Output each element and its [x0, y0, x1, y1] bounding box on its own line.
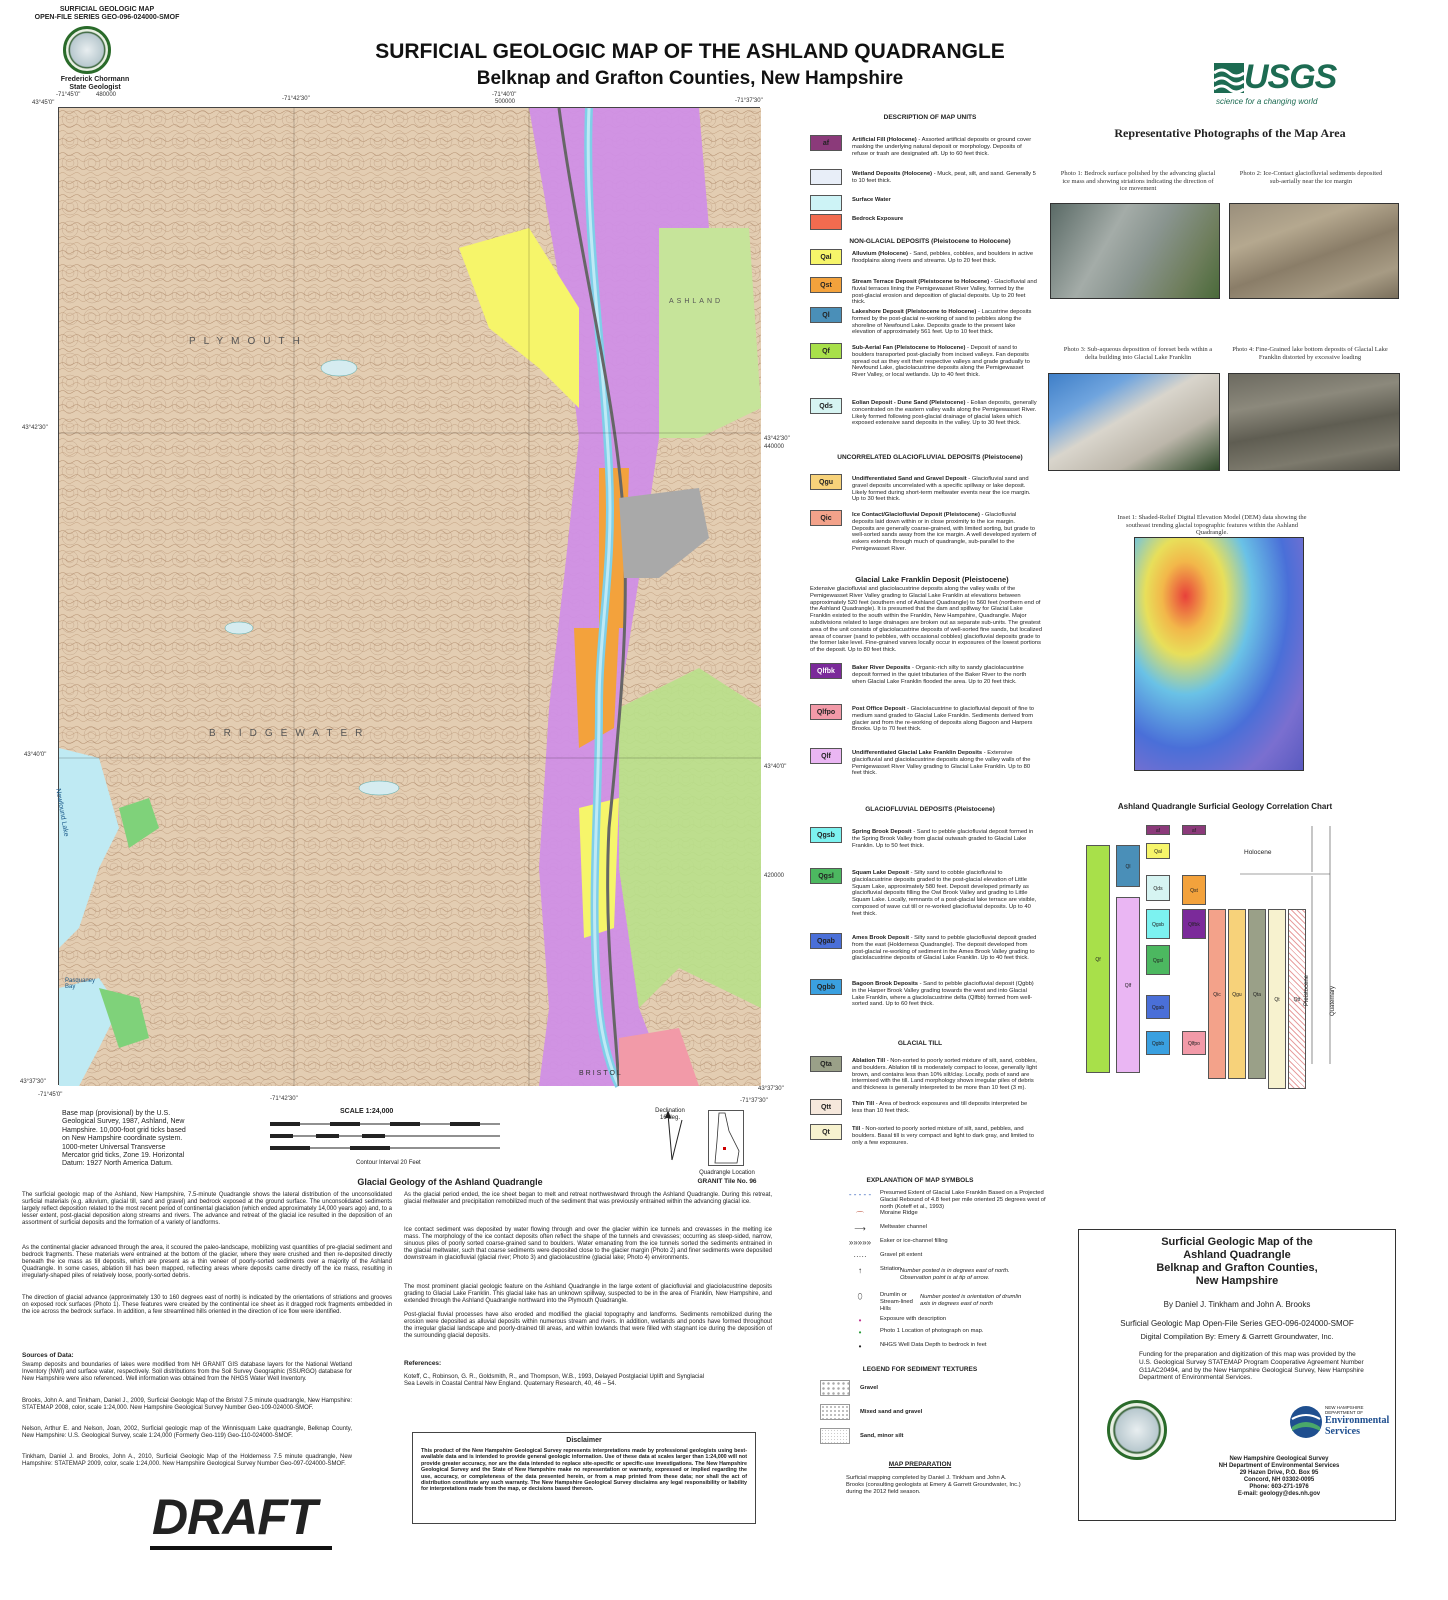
photo1-image[interactable] — [1050, 203, 1220, 299]
state-geologist-title: State Geologist — [69, 84, 121, 91]
correlation-bar-ql: Ql — [1116, 845, 1140, 887]
coord-lat-low-north: 420000 — [764, 873, 785, 879]
usgs-tagline: science for a changing world — [1216, 97, 1318, 106]
unit-swatch-qgu: Qgu — [810, 474, 842, 490]
unit-description-qic — [852, 512, 1038, 553]
unit-text: - Muck, peat, silt, and sand. Generally 5 to 10 feet thick. — [852, 171, 1036, 184]
unit-text: - Area of bedrock exposures and till deposits interpreted be less than 10 feet thick. — [852, 1101, 1028, 1114]
unit-title: Undifferentiated Sand and Gravel Deposit — [852, 476, 967, 482]
correlation-bar-qlfpo: Qlfpo — [1182, 1031, 1206, 1055]
symbol-glyph-icon: ⟶ — [854, 1224, 866, 1233]
unit-text: - Glaciofluvial sand and gravel deposits uncorrelated with a specific spillway or lake deposit. Likely formed during short-term meltwater events near the ice margin. Up to 30 feet thick. — [852, 476, 1031, 503]
photo3-image[interactable] — [1048, 373, 1220, 471]
unit-text: - Non-sorted to poorly sorted mixture of silt, sand, pebbles, and boulders. Basal till is very compact and light to dark gray, and limited to only a few exposures. — [852, 1126, 1034, 1146]
info-title-line1: Surficial Geologic Map of the — [1161, 1236, 1313, 1248]
unit-title: Undifferentiated Glacial Lake Franklin Deposits — [852, 750, 983, 756]
unit-title: Wetland Deposits (Holocene) — [852, 171, 933, 177]
unit-swatch-af: af — [810, 135, 842, 151]
addr-line4: Concord, NH 03302-0095 — [1243, 1477, 1315, 1483]
unit-description-qta — [852, 1058, 1038, 1092]
symbol-glyph-icon: • — [858, 1328, 862, 1337]
des-logo — [1289, 1405, 1389, 1439]
info-title-line3: Belknap and Grafton Counties, — [1156, 1262, 1318, 1274]
unit-description-qf — [852, 345, 1038, 379]
unit-text: - Glaciofluvial deposits laid down within or in close proximity to the ice margin. Deposits are generally coarse-grained, with limited sorting, but grade to well-sorted sands away from the ice margin. A well developed system of eskers extends through much of quadrangle, sub-parallel to the Pemigewasset River. — [852, 512, 1037, 552]
quad-location-label: Quadrangle Location — [699, 1170, 755, 1176]
unit-description-u3 — [852, 216, 1038, 223]
des-logo-icon — [1289, 1405, 1323, 1439]
unit-description-u1 — [852, 171, 1038, 185]
unit-description-qlfpo — [852, 706, 1038, 733]
unit-description-qst — [852, 279, 1038, 306]
info-authors: By Daniel J. Tinkham and John A. Brooks — [1163, 1300, 1311, 1309]
unit-swatch-qst: Qst — [810, 277, 842, 293]
usgs-logo — [1214, 58, 1344, 106]
coord-bottom-mid1: -71°42'30" — [270, 1096, 298, 1102]
photo1-caption: Photo 1: Bedrock surface polished by the advancing glacial ice mass and showing striations indicating the direction of ice movement — [1060, 170, 1216, 192]
col2-p2: Ice contact sediment was deposited by water flowing through and over the glacier within ice tunnels and crevasses in the melting ice mass. The morphology of the ice contact deposits often reflect the shape of the tunnels and crevasses; occurring as steep-sided, narrow, sinuous piles of poorly sorted coarse-grained sand to boulders. Water emanating from the ice tunnels sorted the sediments entrained in the glacial meltwater, such that coarse sediments were deposited close to the glacier margin (Photo 2) and finer sediments were deposited downstream in glaciofluvial (glacial river; Photo 3) and glaciolacustrine (glacial lake; Photo 4) environments. — [404, 1227, 772, 1261]
unit-swatch-qtt: Qtt — [810, 1099, 842, 1115]
unit-title: Bagoon Brook Deposits — [852, 981, 919, 987]
inset-caption: Inset 1: Shaded-Relief Digital Elevation Model (DEM) data showing the southeast trending glacial topographic features within the Ashland Quadrangle. — [1117, 514, 1307, 536]
legend-franklin-intro: Extensive glaciofluvial and glaciolacustrine deposits along the valley walls of the Pemigewasset River Valley grading to Glacial Lake Franklin at elevations between approximately 520 feet (southern end of Ashland Quadrangle) to 560 feet (northern end of the Ashland Quadrangle). It is presumed that the dam and spillway for Glacial Lake Franklin existed to the south within the Franklin, New Hampshire, Quadrangle. Major subdivisions related to large drainages are broken out as separate sub-units. The greatest area of the unit consists of glaciolacustrine deposits of well-sorted fine sands, but localized areas of coarser (sand to pebbles, with occasional cobbles) glaciofluvial deposits grade to the former lake level. Fine-grained varves locally occur in exposures of the lowest portions of the deposit. Up to 80 feet thick. — [810, 586, 1043, 654]
sources-p2: Brooks, John A. and Tinkham, Daniel J., 2009, Surficial Geologic Map of the Bristol 7.5 minute quadrangle, New Hampshire: STATEMAP 2008, color, scale 1:24,000. New Hampshire Geological Survey Number Geo-109-024000-SMOF. — [22, 1398, 352, 1411]
unit-description-qgab — [852, 935, 1038, 962]
series-label — [22, 6, 192, 22]
symbol-label: Striation — [880, 1266, 902, 1272]
coord-top-mid2: -71°40'0" — [492, 92, 517, 98]
photo3-caption: Photo 3: Sub-aqueous deposition of foreset beds within a delta building into Glacial Lake Franklin — [1063, 346, 1213, 361]
unit-title: Ice Contact/Glaciofluvial Deposit (Pleistocene) — [852, 512, 980, 518]
unit-swatch-u2 — [810, 195, 842, 211]
sources-p1: Swamp deposits and boundaries of lakes were modified from NH GRANIT GIS database layers for the National Wetland Inventory (NWI) and surface water, respectively. Soil distributions from the Soil Survey Geographic (SSURGO) database for New Hampshire were also referenced. Well information was obtained from the NHGS Water Well Inventory. — [22, 1362, 352, 1382]
unit-description-qgbb — [852, 981, 1038, 1008]
unit-text: - Non-sorted to poorly sorted mixture of silt, sand, cobbles, and boulders. Ablation till is moderately compact to loose, generally light brown, and contains less than 10% silt/clay. Locally, pods of sand are intermixed with the till. Land morphology shows irregular piles of debris and thickness is generally interpreted to be more than 10 feet (3 m). — [852, 1058, 1037, 1092]
unit-description-qlf — [852, 750, 1038, 777]
addr-line6: E-mail: geology@des.nh.gov — [1237, 1491, 1321, 1497]
usgs-wave-icon — [1214, 63, 1244, 93]
unit-swatch-qlfpo: Qlfpo — [810, 704, 842, 720]
symbol-label: Esker or ice-channel filling — [880, 1238, 948, 1244]
symbol-label: NHGS Well Data Depth to bedrock in feet — [880, 1342, 987, 1348]
unit-text: - Silty sand to cobble glaciofluvial to glaciolacustrine deposits graded to the post-glacial elevation of Little Squam Lake, approximately 580 feet. Deposit developed primarily as glaciofluvial deposits filling the Owl Brook Valley and grading to Little Squam Lake. Locally, remnants of a post-glacial lake terrace are visible, composed of wave cut till or re-worked glaciofluvial deposits. Up to 40 feet thick. — [852, 870, 1037, 917]
holocene-label: Holocene — [1244, 849, 1272, 856]
unit-swatch-qgbb: Qgbb — [810, 979, 842, 995]
texture-label: Mixed sand and gravel — [860, 1409, 923, 1415]
photos-heading: Representative Photographs of the Map Area — [1114, 126, 1346, 140]
unit-title: Stream Terrace Deposit (Pleistocene to Holocene) — [852, 279, 990, 285]
map-prep-text: Surficial mapping completed by Daniel J. Tinkham and John A. Brooks (consulting geologists at Emery & Garrett Groundwater, Inc.) during the 2012 field season. — [846, 1475, 1021, 1495]
state-geologist — [40, 76, 150, 92]
unit-title: Eolian Deposit - Dune Sand (Pleistocene) — [852, 400, 966, 406]
col1-p2: As the continental glacier advanced through the area, it scoured the paleo-landscape, mobilizing vast quantities of pre-glacial sediment and bedrock fragments. These materials were entrained at the bottom of the glacier, where they were crushed and then re-deposited directly beneath the ice mass as till deposits, which are present as a thin veneer of poorly-sorted sediments over a majority of the Ashland Quadrangle. In some cases, ablation till has been mapped, reflecting areas where deposits came directly off the ice mass, resulting in irregularly-shaped piles of relatively loose, poorly-sorted debris. — [22, 1245, 392, 1279]
des-line3: Services — [1325, 1426, 1360, 1437]
quaternary-label: Quaternary — [1330, 985, 1336, 1016]
unit-title: Artificial Fill (Holocene) — [852, 137, 917, 143]
symbol-label: Moraine Ridge — [880, 1210, 918, 1216]
coord-lat-low: 43°40'0" — [24, 752, 47, 758]
coord-top-ne: -71°37'30" — [735, 98, 763, 104]
legend-glaciofluvial-heading: GLACIOFLUVIAL DEPOSITS (Pleistocene) — [865, 806, 995, 813]
symbol-label: Gravel pit extent — [880, 1252, 923, 1258]
unit-text: - Silty sand to pebble glaciofluvial deposit graded from the east (Holderness Quadrangle). The deposit developed from post-glacial re-working of sediment in the Ames Brook Valley grading to glaciolacustrine deposits of Glacial Lake Franklin. Up to 40 feet thick. — [852, 935, 1037, 962]
symbol-glyph-icon: »»»»» — [848, 1238, 872, 1247]
draft-underline — [150, 1546, 332, 1550]
photo2-caption: Photo 2: Ice-Contact glaciofluvial sediments deposited sub-aerially near the ice margin — [1239, 170, 1383, 185]
symbol-label: Exposure with description — [880, 1316, 947, 1322]
coord-top-easting2: 500000 — [495, 99, 516, 105]
photo4-caption: Photo 4: Fine-Grained lake bottom deposits of Glacial Lake Franklin distorted by excessive loading — [1232, 346, 1388, 361]
unit-swatch-qta: Qta — [810, 1056, 842, 1072]
unit-title: Sub-Aerial Fan (Pleistocene to Holocene) — [852, 345, 966, 351]
symbol-label: Presumed Extent of Glacial Lake Franklin Based on a Projected Glacial Rebound of 4.8 feet per mile oriented 25 degrees west of north (Koteff et al., 1993) — [880, 1190, 1046, 1210]
correlation-bar-qf: Qf — [1086, 845, 1110, 1073]
pleistocene-label: Pleistocene — [1304, 974, 1310, 1006]
info-box — [1078, 1229, 1396, 1521]
legend-nonglacial-heading: NON-GLACIAL DEPOSITS (Pleistocene to Holocene) — [849, 238, 1011, 245]
col2-p1: As the glacial period ended, the ice sheet began to melt and retreat northwestward through the Ashland Quadrangle. During this retreat, glacial meltwater and precipitation remobilized much of the sediment that was previously entrained within the advancing glacial ice. — [404, 1192, 772, 1205]
correlation-bar-qgsb: Qgsb — [1146, 909, 1170, 939]
correlation-bar-qlfbk: Qlfbk — [1182, 909, 1206, 939]
references-heading: References: — [404, 1360, 442, 1367]
place-pasquaney: Pasquaney Bay — [65, 978, 96, 990]
place-newfound-lake: Newfound Lake — [54, 788, 70, 838]
text-heading: Glacial Geology of the Ashland Quadrangle — [357, 1177, 543, 1187]
unit-swatch-qds: Qds — [810, 398, 842, 414]
texture-label: Sand, minor silt — [860, 1433, 904, 1439]
state-geologist-name: Frederick Chormann — [60, 76, 130, 83]
symbol-glyph-icon: ····· — [853, 1252, 867, 1261]
coord-bottom-ne: -71°37'30" — [740, 1098, 768, 1104]
correlation-bar-af: af — [1182, 825, 1206, 835]
photo4-image[interactable] — [1228, 373, 1400, 471]
unit-description-af — [852, 137, 1038, 157]
scale-label: SCALE 1:24,000 — [340, 1108, 394, 1115]
correlation-brackets-icon — [1240, 826, 1340, 1066]
symbol-glyph-icon: • — [858, 1316, 862, 1325]
unit-description-qds — [852, 400, 1038, 427]
unit-text: - Lacustrine deposits formed by the post-glacial re-working of sand to pebbles along the shoreline of Newfound Lake. Deposits grade to the present lake elevation of approximately 561 feet. Up to 10 feet thick. — [852, 309, 1032, 336]
scale-bar-icon — [270, 1120, 510, 1154]
correlation-bar-qt: Qt — [1268, 909, 1286, 1089]
unit-text: - Deposit of sand to boulders transported post-glacially from incised valleys. Fan deposits spread out as they exit their respective valleys and grade gradually to Newfound Lake, glaciolacustrine deposits along the Pemigewasset River Valley, or local wetlands. Up to 40 feet thick. — [852, 345, 1030, 379]
legend-uncorrelated-heading: UNCORRELATED GLACIOFLUVIAL DEPOSITS (Pleistocene) — [837, 454, 1023, 461]
usgs-word: USGS — [1244, 58, 1337, 96]
textures-heading: LEGEND FOR SEDIMENT TEXTURES — [862, 1366, 978, 1373]
unit-text: - Organic-rich silty to sandy glaciolacustrine deposit formed in the quiet tributaries of the Baker River to the north when Glacial Lake Franklin flooded the area. Up to 20 feet thick. — [852, 665, 1027, 685]
nhgs-seal-bottom-icon — [1107, 1400, 1167, 1460]
unit-text: - Sand to pebble glaciofluvial deposit (Qgbb) in the Harper Brook Valley grading towards the west and into Glacial Lake Franklin, where a glaciolacustrine delta (Qlfbb) formed from well-sorted sand. Up to 60 feet thick. — [852, 981, 1034, 1008]
info-compilation: Digital Compilation By: Emery & Garrett Groundwater, Inc. — [1140, 1332, 1334, 1341]
addr-line1: New Hampshire Geological Survey — [1229, 1456, 1329, 1462]
disclaimer-heading: Disclaimer — [566, 1437, 602, 1444]
symbols-heading: EXPLANATION OF MAP SYMBOLS — [866, 1177, 974, 1184]
sources-p3: Nelson, Arthur E. and Nelson, Joan, 2002, Surficial geologic map of the Winnisquam Lake quadrangle, Belknap County, New Hampshire: U.S. Geological Survey, scale 1:24,000 (Formerly Geo-119) Geo-110-024000-SMOF. — [22, 1426, 352, 1439]
unit-title: Spring Brook Deposit — [852, 829, 912, 835]
des-line1: NEW HAMPSHIRE DEPARTMENT OF — [1325, 1405, 1364, 1415]
map-title-block — [300, 40, 1080, 90]
series-line2: OPEN-FILE SERIES GEO-096-024000-SMOF — [34, 14, 180, 21]
unit-description-qgsb — [852, 829, 1038, 849]
correlation-bar-qgbb: Qgbb — [1146, 1031, 1170, 1055]
coord-top-easting: 480000 — [96, 92, 117, 98]
unit-text: - Extensive glaciofluvial and glaciolacustrine deposits along the valley walls of the Pemigewasset River Valley grading to Glacial Lake Franklin. Up to 80 feet thick. — [852, 750, 1031, 777]
unit-title: Squam Lake Deposit — [852, 870, 910, 876]
correlation-bar-qtt: Qtt — [1288, 909, 1306, 1089]
unit-title: Bedrock Exposure — [852, 216, 904, 222]
info-address — [1179, 1456, 1379, 1498]
symbol-label: Drumlin or Stream-lined Hills — [880, 1292, 913, 1312]
disclaimer-box — [412, 1432, 756, 1524]
unit-title: Ames Brook Deposit — [852, 935, 910, 941]
striation-note: Number posted is in degrees east of north. Observation point is at tip of arrow. — [900, 1268, 1010, 1281]
unit-description-qgu — [852, 476, 1038, 503]
info-title — [1079, 1236, 1395, 1288]
coord-lat-mid-north: 440000 — [764, 444, 785, 450]
col1-p1: The surficial geologic map of the Ashland, New Hampshire, 7.5-minute Quadrangle shows the lateral distribution of the unconsolidated surficial materials (e.g. alluvium, glacial till, sand and gravel) and bedrock exposed at the ground surface. The unconsolidated sediments largely reflect deposition related to the most recent period of continental glaciation (which ended approximately 14,000 years ago) and, to a lesser extent, post-glacial deposition along streams and rivers. The advance and retreat of the glacial ice resulted in the deposition of an assortment of surficial deposits and the formation of a variety of landforms. — [22, 1192, 392, 1226]
unit-swatch-qic: Qic — [810, 510, 842, 526]
unit-swatch-qgsb: Qgsb — [810, 827, 842, 843]
unit-text: - Glaciolacustrine to glaciofluvial deposit of fine to medium sand graded to Glacial Lake Franklin. Sediments derived from glacier and from the re-working of deposits along Bagoon and Harpers Brooks. Up to 70 feet thick. — [852, 706, 1035, 733]
place-bridgewater: BRIDGEWATER — [209, 728, 371, 739]
geologic-map-canvas — [59, 108, 761, 1086]
geologic-map[interactable] — [54, 107, 760, 1085]
correlation-bar-qta: Qta — [1248, 909, 1266, 1079]
texture-swatch — [820, 1428, 850, 1444]
unit-description-ql — [852, 309, 1038, 336]
unit-description-qlfbk — [852, 665, 1038, 685]
coord-sw: 43°37'30" — [20, 1079, 46, 1085]
coord-lat-low-right: 43°40'0" — [764, 764, 787, 770]
unit-text: - Sand to pebble glaciofluvial deposit formed in the Spring Brook Valley from glacial outwash graded to Glacial Lake Franklin. Up to 50 feet thick. — [852, 829, 1034, 849]
correlation-bar-qds: Qds — [1146, 875, 1170, 901]
addr-line2: NH Department of Environmental Services — [1218, 1463, 1340, 1469]
unit-title: Till — [852, 1126, 861, 1132]
col1-p3: The direction of glacial advance (approximately 130 to 160 degrees east of north) is indicated by the orientations of striations and grooves on exposed rock surfaces (Photo 1). These features were created by the continental ice sheet as it dragged rock fragments embedded in the ice across the bedrock surface. In addition, a few streamlined hills oriented in the direction of ice flow were identified. — [22, 1295, 392, 1315]
correlation-bar-qgu: Qgu — [1228, 909, 1246, 1079]
unit-swatch-ql: Ql — [810, 307, 842, 323]
info-series: Surficial Geologic Map Open-File Series GEO-096-024000-SMOF — [1120, 1319, 1354, 1328]
unit-title: Ablation Till — [852, 1058, 886, 1064]
nh-outline-icon — [709, 1111, 743, 1165]
correlation-bar-qic: Qic — [1208, 909, 1226, 1079]
addr-line5: Phone: 603-271-1976 — [1249, 1484, 1309, 1490]
nh-state-outline — [708, 1110, 744, 1166]
unit-description-qt — [852, 1126, 1038, 1146]
unit-text: - Eolian deposits, generally concentrated on the eastern valley walls along the Pemigewasset River. Likely formed following post-glacial drainage of glacial lakes which exposed extensive sand deposits in the valley. Up to 30 feet thick. — [852, 400, 1037, 427]
addr-line3: 29 Hazen Drive, P.O. Box 95 — [1239, 1470, 1319, 1476]
drumlin-note: Number posted is orientation of drumlin axis in degrees east of north — [920, 1294, 1022, 1307]
unit-swatch-qgab: Qgab — [810, 933, 842, 949]
coord-se: 43°37'30" — [758, 1086, 784, 1092]
unit-title: Thin Till — [852, 1101, 875, 1107]
unit-text: - Glaciofluvial and fluvial terraces lining the Pemigewasset River Valley, formed by the post-glacial erosion and deposition of glacial deposits. Up to 20 feet thick. — [852, 279, 1037, 306]
col2-p3: The most prominent glacial geologic feature on the Ashland Quadrangle in the large extent of glaciofluvial and glaciolacustrine deposits grading to Glacial Lake Franklin. This glacial lake has an unknown spillway, suspected to be in the area of Franklin, New Hampshire, and extended through the Ashland Quadrangle northward into the Plymouth Quadrangle. — [404, 1284, 772, 1304]
legend-heading: DESCRIPTION OF MAP UNITS — [883, 114, 977, 121]
unit-title: Alluvium (Holocene) — [852, 251, 909, 257]
coord-nw-lat: 43°45'0" — [32, 100, 55, 106]
info-title-line4: New Hampshire — [1195, 1275, 1279, 1287]
symbol-label: Photo 1 Location of photograph on map. — [880, 1328, 984, 1334]
unit-description-qtt — [852, 1101, 1038, 1115]
disclaimer-text: This product of the New Hampshire Geological Survey represents interpretations made by professional geologists using best-available data and is intended to provide general geologic information. Use of these data at scales larger than 1:24,000 will not provide greater accuracy, nor are the data intended to replace site-specific or specific-use investigations. The New Hampshire Geological Survey and the State of New Hampshire make no representation or warranty, expressed or implied regarding the use, accuracy, or completeness of the data presented herein, or from a map printed from these data; nor shall the act of distribution constitute any such warranty. The New Hampshire Geological Survey disclaims any legal responsibility or liability for interpretations made from the map, or decisions based thereon. — [421, 1448, 747, 1493]
basemap-note: Base map (provisional) by the U.S. Geological Survey, 1987, Ashland, New Hampshire. 10,000-foot grid ticks based on New Hampshire coordinate system. 1000-meter Universal Transverse Mercator grid ticks, Zone 19. Horizontal Datum: 1927 North America Datum. — [62, 1110, 186, 1168]
symbol-glyph-icon: - - - - - — [848, 1190, 872, 1199]
unit-swatch-u3 — [810, 214, 842, 230]
series-line1: SURFICIAL GEOLOGIC MAP — [59, 6, 155, 13]
info-funding: Funding for the preparation and digitization of this map was provided by the U.S. Geological Survey STATEMAP Program Cooperative Agreement Number G11AC20494, and by the New Hampshire Geological Survey, New Hampshire Department of Environmental Services. — [1139, 1351, 1364, 1382]
coord-w-long: -71°45'0" — [56, 92, 81, 98]
unit-swatch-qt: Qt — [810, 1124, 842, 1140]
des-line2: Environmental — [1325, 1415, 1390, 1426]
col2-p4: Post-glacial fluvial processes have also eroded and modified the glacial topography and landforms. Sediments remobilized during the erosion were deposited as alluvial deposits within numerous stream and rivers. In addition, wetlands and ponds have formed throughout the irregular glacial landscape and poorly-drained till areas, and within lowlands that were filled with stagnant ice during the deposition of the surrounding glacial deposits. — [404, 1312, 772, 1339]
legend-franklin-heading: Glacial Lake Franklin Deposit (Pleistocene) — [855, 575, 1009, 584]
unit-swatch-qf: Qf — [810, 343, 842, 359]
nhgs-seal-icon — [63, 26, 111, 74]
correlation-bar-qal: Qal — [1146, 843, 1170, 859]
sources-p4: Tinkham, Daniel J. and Brooks, John A., 2010, Surficial Geologic Map of the Holderness 7.5 minute quadrangle, New Hampshire: STATEMAP 2009, color, scale 1:24,000. New Hampshire Geological Survey Number Geo-097-024000-SMOF. — [22, 1454, 352, 1467]
unit-swatch-u1 — [810, 169, 842, 185]
texture-swatch — [820, 1404, 850, 1420]
unit-swatch-qlf: Qlf — [810, 748, 842, 764]
unit-text: - Assorted artificial deposits or ground cover masking the underlying natural deposit or morphology. Deposits of refuse or trash are designated aft. Up to 60 feet thick. — [852, 137, 1032, 157]
symbol-glyph-icon: ⬯ — [857, 1292, 863, 1301]
photo2-image[interactable] — [1229, 203, 1399, 299]
unit-title: Lakeshore Deposit (Pleistocene to Holocene) — [852, 309, 977, 315]
correlation-bar-qgab: Qgab — [1146, 995, 1170, 1019]
correlation-heading: Ashland Quadrangle Surficial Geology Correlation Chart — [1117, 802, 1333, 811]
unit-title: Baker River Deposits — [852, 665, 911, 671]
page-subtitle: Belknap and Grafton Counties, New Hampshire — [476, 68, 904, 89]
unit-swatch-qgsl: Qgsl — [810, 868, 842, 884]
draft-watermark: DRAFT — [152, 1489, 317, 1545]
symbol-glyph-icon: ⌒ — [856, 1211, 864, 1220]
place-plymouth: PLYMOUTH — [189, 336, 308, 347]
coord-lat-mid-right: 43°42'30" — [764, 436, 790, 442]
granit-tile: GRANIT Tile No. 96 — [697, 1178, 757, 1185]
coord-lat-mid: 43°42'30" — [22, 425, 48, 431]
correlation-chart — [1080, 825, 1390, 1095]
texture-swatch — [820, 1380, 850, 1396]
declination-label: Declination 16 deg. — [655, 1108, 685, 1121]
map-prep-heading: MAP PREPARATION — [888, 1461, 952, 1468]
place-bristol: BRISTOL — [579, 1070, 623, 1077]
unit-swatch-qlfbk: Qlfbk — [810, 663, 842, 679]
unit-title: Surface Water — [852, 197, 891, 203]
texture-label: Gravel — [860, 1385, 879, 1391]
unit-swatch-qal: Qal — [810, 249, 842, 265]
inset-dem-image[interactable] — [1134, 537, 1304, 771]
contour-interval: Contour Interval 20 Feet — [356, 1160, 421, 1166]
unit-description-u2 — [852, 197, 1038, 204]
unit-title: Post Office Deposit — [852, 706, 906, 712]
unit-text: - Sand, pebbles, cobbles, and boulders in active floodplains along rivers and streams. Up to 20 feet thick. — [852, 251, 1034, 264]
correlation-bar-qst: Qst — [1182, 875, 1206, 905]
coord-top-mid1: -71°42'30" — [282, 96, 310, 102]
sources-heading: Sources of Data: — [22, 1352, 74, 1359]
unit-description-qgsl — [852, 870, 1038, 918]
info-title-line2: Ashland Quadrangle — [1183, 1249, 1291, 1261]
correlation-bar-qgsl: Qgsl — [1146, 945, 1170, 975]
references-p1: Koteff, C., Robinson, G. R., Goldsmith, R., and Thompson, W.B., 1993, Delayed Postglacial Uplift and Synglacial Sea Levels in Coastal Central New England. Quaternary Research, 40, 46 – 54. — [404, 1374, 704, 1387]
symbol-glyph-icon: • — [858, 1342, 862, 1351]
correlation-bar-qlf: Qlf — [1116, 897, 1140, 1073]
place-ashland: ASHLAND — [669, 298, 724, 305]
symbol-glyph-icon: ↑ — [858, 1266, 862, 1275]
legend-till-heading: GLACIAL TILL — [897, 1040, 943, 1047]
symbol-label: Meltwater channel — [880, 1224, 928, 1230]
correlation-bar-af: af — [1146, 825, 1170, 835]
coord-bottom-w-long: -71°45'0" — [38, 1092, 63, 1098]
page-title: SURFICIAL GEOLOGIC MAP OF THE ASHLAND QUADRANGLE — [375, 40, 1005, 63]
unit-description-qal — [852, 251, 1038, 265]
